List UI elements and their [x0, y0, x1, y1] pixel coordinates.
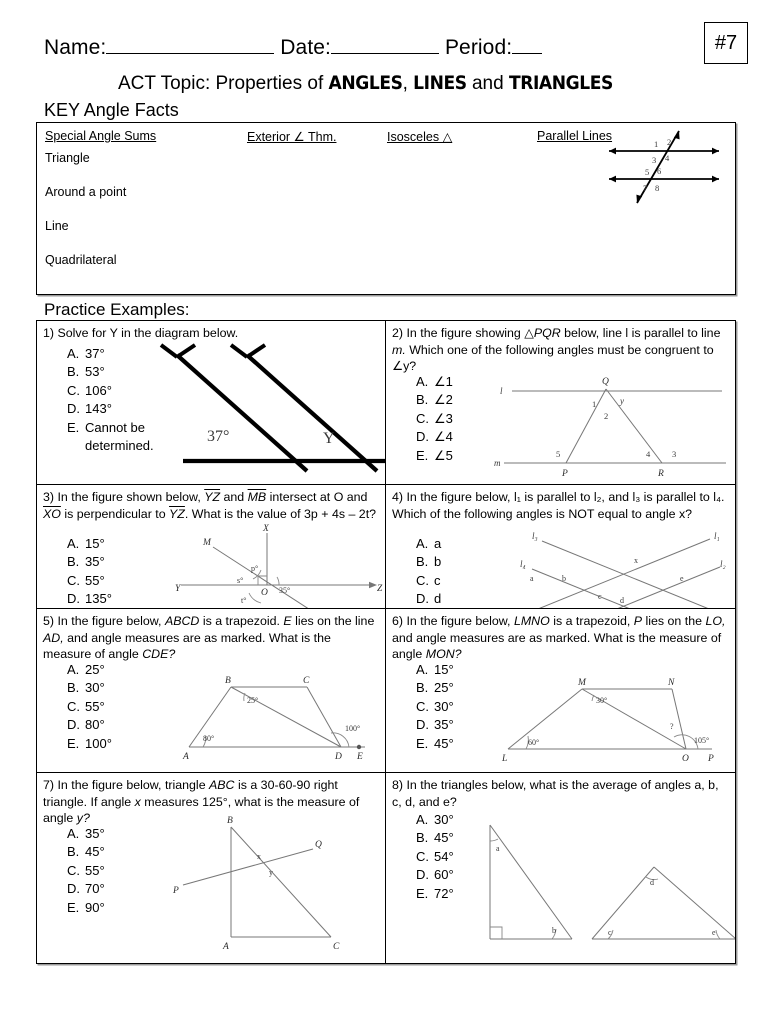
key-angle-facts-box — [36, 122, 736, 295]
q8-angle-e: e — [712, 928, 716, 937]
q5-label-C: C — [303, 676, 310, 686]
q7-choice-e[interactable]: E. 90° — [67, 899, 105, 915]
q4-angle-a: a — [530, 574, 534, 583]
facts-heading-parallel-lines: Parallel Lines — [537, 129, 613, 143]
title-sep1: , — [402, 73, 414, 94]
q8-choice-a[interactable]: A. 30° — [416, 812, 454, 827]
q7-angle-y: y — [269, 868, 273, 877]
title-prefix: ACT Topic: Properties of — [118, 73, 329, 94]
q4-angle-e: e — [680, 574, 684, 583]
question-4-figure — [514, 527, 729, 609]
title-lines: LINES — [413, 72, 467, 94]
q5-choice-e[interactable]: E. 100° — [67, 735, 112, 751]
period-blank[interactable] — [512, 53, 542, 54]
q3-choice-c[interactable]: C. 55° — [67, 572, 105, 588]
q2-angle-2: 2 — [604, 411, 609, 421]
pl-angle-2: 2 — [667, 137, 672, 147]
date-label: Date: — [280, 36, 331, 59]
q8-choice-b[interactable]: B. 45° — [416, 830, 454, 846]
header-fill-in-row — [44, 36, 734, 66]
question-2 — [386, 321, 735, 485]
q1-choice-c[interactable]: C. 106° — [67, 382, 112, 398]
q2-choice-a[interactable]: A. ∠1 — [416, 374, 453, 389]
question-8-figure — [474, 817, 735, 957]
pl-angle-3: 3 — [652, 155, 657, 165]
q5-angle-100: 100° — [345, 724, 361, 733]
facts-item-around-a-point: Around a point — [45, 185, 127, 199]
q2-angle-3: 3 — [672, 449, 677, 459]
q3-choice-d[interactable]: D. 135° — [67, 591, 112, 607]
question-8 — [386, 773, 735, 963]
q6-angle-30: 30° — [596, 696, 608, 705]
pl-angle-6: 6 — [657, 166, 662, 176]
q7-label-Q: Q — [315, 840, 322, 850]
q2-choice-b[interactable]: B. ∠2 — [416, 392, 453, 408]
question-7-stem: 7) In the figure below, triangle ABC is a 30-60-90 right triangle. If angle x measures 125°, what is the measure of angle y? — [43, 778, 360, 825]
q4-choice-d[interactable]: D. d — [416, 591, 442, 607]
q3-angle-t: t° — [241, 596, 247, 605]
q2-label-y: y — [620, 396, 624, 406]
question-3-figure — [175, 523, 385, 609]
q6-number: 6) — [392, 614, 404, 628]
question-6 — [386, 609, 735, 773]
q5-label-B: B — [225, 676, 231, 686]
question-1-stem — [43, 325, 379, 342]
question-7-choices — [67, 825, 105, 917]
question-3-stem: 3) In the figure shown below, $\overline{YZ}$ and $\overline{MB}$ intersect at O and $\overline{XO}$ is perpendicular to $\overline{YZ}$. What is the value of 3p + 4s – 2t? — [43, 490, 377, 521]
q8-number: 8) — [392, 778, 404, 792]
q8-angle-d: d — [650, 878, 654, 887]
q2-number: 2) — [392, 326, 404, 340]
q4-choice-b[interactable]: B. b — [416, 554, 442, 570]
q5-label-A: A — [183, 752, 189, 762]
question-4-choices — [416, 535, 441, 609]
pl-angle-5: 5 — [645, 167, 650, 177]
q7-number: 7) — [43, 778, 55, 792]
facts-heading-special-angle-sums: Special Angle Sums — [45, 129, 157, 143]
name-label: Name: — [44, 36, 107, 59]
question-8-choices — [416, 811, 454, 903]
question-2-stem: 2) In the figure showing △PQR below, line l is parallel to line m. Which one of the following angles must be congruent to ∠y? — [392, 326, 721, 373]
q3-label-M: M — [203, 538, 211, 548]
question-6-choices — [416, 661, 454, 753]
q8-choice-c[interactable]: C. 54° — [416, 848, 454, 864]
question-5-figure — [169, 671, 381, 761]
q8-angle-c: c — [608, 928, 612, 937]
worksheet-number-badge: #7 — [704, 22, 748, 64]
q4-label-l4: l₄ — [520, 559, 526, 569]
q4-angle-c: c — [598, 592, 602, 601]
q2-angle-5: 5 — [556, 449, 561, 459]
q5-choice-b[interactable]: B. 30° — [67, 680, 105, 696]
q2-label-l: l — [500, 386, 503, 396]
question-2-figure — [494, 369, 734, 479]
q6-angle-60: 60° — [528, 738, 540, 747]
key-angle-facts-heading: KEY Angle Facts — [44, 100, 179, 120]
q3-angle-p: p° — [251, 564, 259, 573]
q7-label-B: B — [227, 816, 233, 826]
question-7-figure — [173, 811, 379, 956]
q4-angle-b: b — [562, 574, 566, 583]
parallel-lines-diagram — [597, 123, 732, 209]
title-angles: ANGLES — [328, 72, 403, 94]
facts-item-line: Line — [45, 219, 69, 233]
question-1 — [37, 321, 386, 485]
q8-choice-e[interactable]: E. 72° — [416, 885, 454, 901]
q7-label-A: A — [223, 942, 229, 952]
q3-label-O: O — [261, 588, 268, 598]
q4-label-l3: l₃ — [532, 531, 538, 541]
q4-angle-d: d — [620, 596, 624, 605]
q5-angle-25: 25° — [247, 696, 259, 705]
q1-text: Solve for Y in the diagram below. — [57, 326, 239, 340]
q7-choice-c[interactable]: C. 55° — [67, 862, 105, 878]
question-5 — [37, 609, 386, 773]
question-4 — [386, 485, 735, 609]
q6-label-M: M — [578, 678, 586, 688]
q1-label-Y: Y — [323, 430, 335, 447]
period-label: Period: — [444, 36, 513, 59]
q5-angle-80: 80° — [203, 734, 215, 743]
title-sep2: and — [466, 73, 509, 94]
q6-label-P: P — [708, 754, 714, 764]
q2-angle-1: 1 — [592, 399, 597, 409]
q2-label-R: R — [658, 469, 664, 479]
question-7 — [37, 773, 386, 963]
q8-angle-a: a — [496, 844, 500, 853]
q4-angle-x: x — [634, 556, 638, 565]
q7-choice-a[interactable]: A. 35° — [67, 826, 105, 841]
question-1-figure — [155, 343, 385, 473]
q3-label-Z: Z — [377, 584, 383, 594]
q5-label-D: D — [335, 752, 342, 762]
facts-heading-exterior-angle-thm: Exterior ∠ Thm. — [247, 130, 337, 144]
q3-angle-s: s° — [237, 576, 244, 585]
pl-angle-4: 4 — [665, 153, 670, 163]
q3-label-Y: Y — [175, 584, 181, 594]
q1-label-37: 37° — [207, 428, 230, 445]
q6-label-L: L — [502, 754, 508, 764]
pl-angle-7: 7 — [643, 183, 648, 193]
question-5-choices — [67, 661, 112, 753]
q4-choice-a[interactable]: A. a — [416, 536, 442, 551]
date-blank[interactable] — [331, 53, 439, 54]
pl-angle-8: 8 — [655, 183, 660, 193]
q4-number: 4) — [392, 490, 404, 504]
q6-choice-e[interactable]: E. 45° — [416, 735, 454, 751]
q2-label-m: m — [494, 458, 501, 468]
question-6-stem: 6) In the figure below, LMNO is a trapezoid, P lies on the LO, and angle measures are as marked. What is the measure of angle MON? — [392, 614, 726, 661]
q1-choice-b[interactable]: B. 53° — [67, 364, 105, 380]
q6-angle-unknown: ? — [670, 722, 674, 731]
q6-label-O: O — [682, 754, 689, 764]
q2-choice-c[interactable]: C. ∠3 — [416, 410, 453, 426]
q2-label-P: P — [562, 469, 568, 479]
q7-choice-b[interactable]: B. 45° — [67, 844, 105, 860]
question-3-choices — [67, 535, 112, 609]
page-title — [118, 72, 613, 95]
q1-choice-d[interactable]: D. 143° — [67, 401, 112, 417]
question-4-stem — [392, 489, 729, 522]
facts-heading-isosceles: Isosceles △ — [387, 130, 453, 144]
question-6-figure — [494, 675, 732, 763]
q5-label-E: E — [357, 752, 363, 762]
q6-choice-c[interactable]: C. 30° — [416, 698, 454, 714]
q4-text: In the figure below, l₁ is parallel to l₂, and l₃ is parallel to l₄. Which of the following angles is NOT equal to angle x? — [392, 490, 725, 521]
q6-choice-a[interactable]: A. 15° — [416, 662, 454, 677]
q3-choice-b[interactable]: B. 35° — [67, 554, 105, 570]
q4-label-l1: l₁ — [714, 531, 720, 541]
q3-label-X: X — [263, 524, 269, 534]
q2-label-Q: Q — [602, 377, 609, 387]
q7-choice-d[interactable]: D. 70° — [67, 881, 105, 897]
q6-choice-b[interactable]: B. 25° — [416, 680, 454, 696]
q3-choice-a[interactable]: A. 15° — [67, 536, 105, 551]
question-3 — [37, 485, 386, 609]
q8-choice-d[interactable]: D. 60° — [416, 867, 454, 883]
title-triangles: TRIANGLES — [508, 72, 613, 94]
q1-choice-e-cont: determined. — [85, 438, 154, 454]
q3-angle-35: 35° — [279, 586, 291, 595]
q8-text: In the triangles below, what is the average of angles a, b, c, d, and e? — [392, 778, 719, 809]
q2-angle-4: 4 — [646, 449, 651, 459]
q5-choice-c[interactable]: C. 55° — [67, 698, 105, 714]
facts-item-quadrilateral: Quadrilateral — [45, 253, 117, 267]
q6-angle-105: 105° — [694, 736, 710, 745]
q7-label-P: P — [173, 886, 179, 896]
pl-angle-1: 1 — [654, 139, 659, 149]
question-5-stem: 5) In the figure below, ABCD is a trapezoid. E lies on the line AD, and angle measures are as marked. What is the measure of angle CDE? — [43, 614, 375, 661]
q2-choice-d[interactable]: D. ∠4 — [416, 429, 453, 445]
practice-examples-heading: Practice Examples: — [44, 300, 190, 319]
name-blank[interactable] — [106, 53, 274, 54]
q6-choice-d[interactable]: D. 35° — [416, 717, 454, 733]
q5-choice-a[interactable]: A. 25° — [67, 662, 105, 677]
q4-choice-c[interactable]: C. c — [416, 572, 441, 588]
q7-angle-x: x — [257, 852, 261, 861]
facts-item-triangle: Triangle — [45, 151, 90, 165]
q8-angle-b: b — [552, 926, 556, 935]
q1-choice-e[interactable]: E. Cannot be — [67, 419, 145, 435]
q7-label-C: C — [333, 942, 340, 952]
questions-grid — [36, 320, 736, 964]
q5-number: 5) — [43, 614, 55, 628]
q6-label-N: N — [668, 678, 675, 688]
question-8-stem — [392, 777, 729, 810]
q3-number: 3) — [43, 490, 55, 504]
q4-label-l2: l₂ — [720, 559, 726, 569]
q5-choice-d[interactable]: D. 80° — [67, 717, 105, 733]
q1-choice-a[interactable]: A. 37° — [67, 346, 105, 361]
question-2-choices — [416, 373, 453, 465]
q2-choice-e[interactable]: E. ∠5 — [416, 447, 453, 463]
question-1-choices — [67, 345, 154, 456]
q1-number: 1) — [43, 326, 55, 340]
